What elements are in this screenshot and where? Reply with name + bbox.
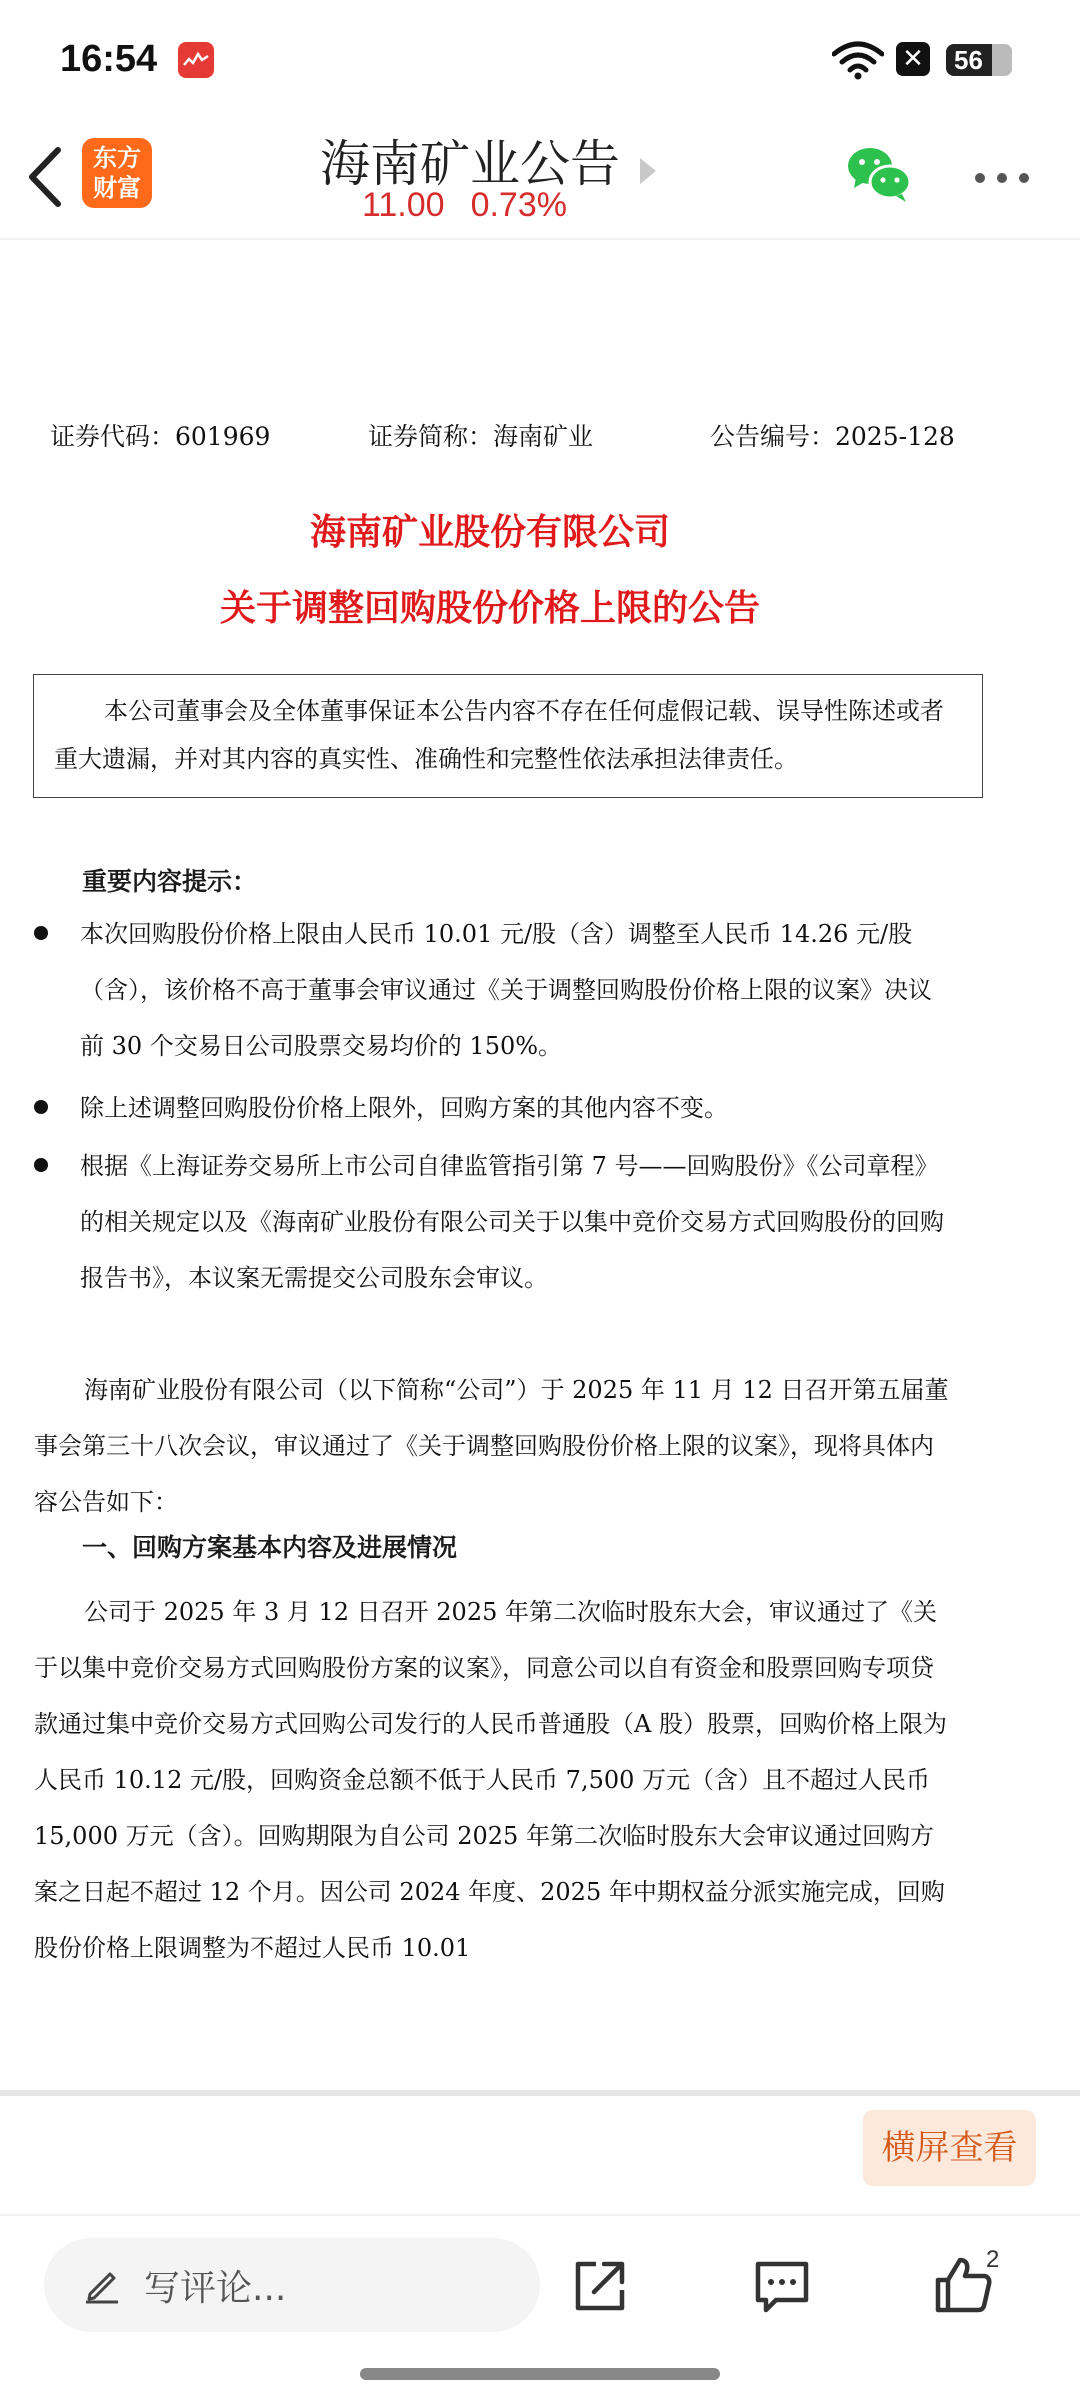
bullet-icon <box>34 1100 48 1114</box>
landscape-view-button[interactable]: 横屏查看 <box>863 2110 1036 2186</box>
disclaimer-box: 本公司董事会及全体董事保证本公告内容不存在任何虚假记载、误导性陈述或者重大遗漏，并对其内容的真实性、准确性和完整性依法承担法律责任。 <box>33 674 983 798</box>
like-button[interactable] <box>932 2254 994 2320</box>
section-title: 一、回购方案基本内容及进展情况 <box>82 1533 458 1562</box>
divider <box>0 2090 1080 2096</box>
comment-placeholder: 写评论... <box>144 2268 287 2309</box>
bullet-icon <box>34 926 48 940</box>
chevron-left-icon <box>18 142 78 212</box>
bottom-bar <box>0 2214 1080 2400</box>
wifi-icon <box>832 40 884 84</box>
more-dots-icon <box>972 171 1032 185</box>
home-indicator[interactable] <box>360 2368 720 2380</box>
stock-quote <box>362 186 567 225</box>
announcement-document[interactable] <box>0 242 1080 2092</box>
caret-right-icon[interactable] <box>638 156 658 190</box>
bullet-text: 根据《上海证券交易所上市公司自律监管指引第 7 号——回购股份》《公司章程》的相关规定以及《海南矿业股份有限公司关于以集中竞价交易方式回购股份的回购报告书》，本议案无需提交公司股东会审议。 <box>80 1152 944 1292</box>
bullet-text: 除上述调整回购股份价格上限外，回购方案的其他内容不变。 <box>80 1094 728 1122</box>
document-title-subject: 关于调整回购股份价格上限的公告 <box>219 588 760 629</box>
stock-price: 11.00 <box>362 186 445 224</box>
battery-icon <box>946 44 1012 76</box>
comment-input[interactable] <box>44 2238 540 2332</box>
more-options-button[interactable] <box>972 170 1032 184</box>
list-item <box>34 906 954 1074</box>
chat-bubble-icon <box>752 2256 812 2316</box>
share-button[interactable] <box>570 2256 630 2320</box>
bullet-icon <box>34 1158 48 1172</box>
brand-logo-text: 东方财富 <box>93 144 141 202</box>
key-points-title: 重要内容提示： <box>82 867 258 896</box>
document-title-company: 海南矿业股份有限公司 <box>309 512 670 553</box>
stock-change: 0.73% <box>470 186 567 224</box>
wechat-icon <box>846 144 912 204</box>
back-button[interactable] <box>18 142 78 212</box>
like-count: 2 <box>986 2246 1000 2273</box>
list-item <box>34 1138 954 1306</box>
page-title[interactable]: 海南矿业公告 <box>320 135 620 193</box>
stock-app-icon <box>178 42 214 78</box>
security-short-name: 证券简称：海南矿业 <box>368 422 594 451</box>
intro-paragraph: 海南矿业股份有限公司（以下简称“公司”）于 2025 年 11 月 12 日召开第五届董事会第三十八次会议，审议通过了《关于调整回购股份价格上限的议案》，现将具体内容公告如下： <box>34 1376 949 1516</box>
security-code: 证券代码：601969 <box>50 422 271 451</box>
pencil-icon <box>82 2264 122 2304</box>
status-time: 16:54 <box>60 38 158 80</box>
share-icon <box>570 2256 630 2316</box>
header <box>0 120 1080 240</box>
wechat-share-button[interactable] <box>846 144 912 204</box>
bullet-text: 本次回购股份价格上限由人民币 10.01 元/股（含）调整至人民币 14.26 元/股（含），该价格不高于董事会审议通过《关于调整回购股份价格上限的议案》决议前 30 个交易日公司股票交易均价的 150%。 <box>80 920 932 1060</box>
x-notification-icon: ✕ <box>896 42 930 76</box>
list-item <box>34 1080 954 1136</box>
notice-number: 公告编号：2025-128 <box>710 422 955 451</box>
section-body: 公司于 2025 年 3 月 12 日召开 2025 年第二次临时股东大会，审议通过了《关于以集中竞价交易方式回购股份方案的议案》，同意公司以自有资金和股票回购专项贷款通过集中竞价交易方式回购公司发行的人民币普通股（A 股）股票，回购价格上限为人民币 10.12 元/股，回购资金总额不低于人民币 7,500 万元（含）且不超过人民币 15,000 万元（含）。回购期限为自公司 2025 年第二次临时股东大会审议通过回购方案之日起不超过 12 个月。因公司 2024 年度、2025 年中期权益分派实施完成，回购股份价格上限调整为不超过人民币 10.01 <box>34 1598 947 1962</box>
status-bar <box>0 0 1080 120</box>
comments-button[interactable] <box>752 2256 812 2320</box>
brand-logo[interactable] <box>82 138 152 208</box>
thumbs-up-icon <box>932 2254 994 2316</box>
battery-level: 56 <box>954 45 983 75</box>
